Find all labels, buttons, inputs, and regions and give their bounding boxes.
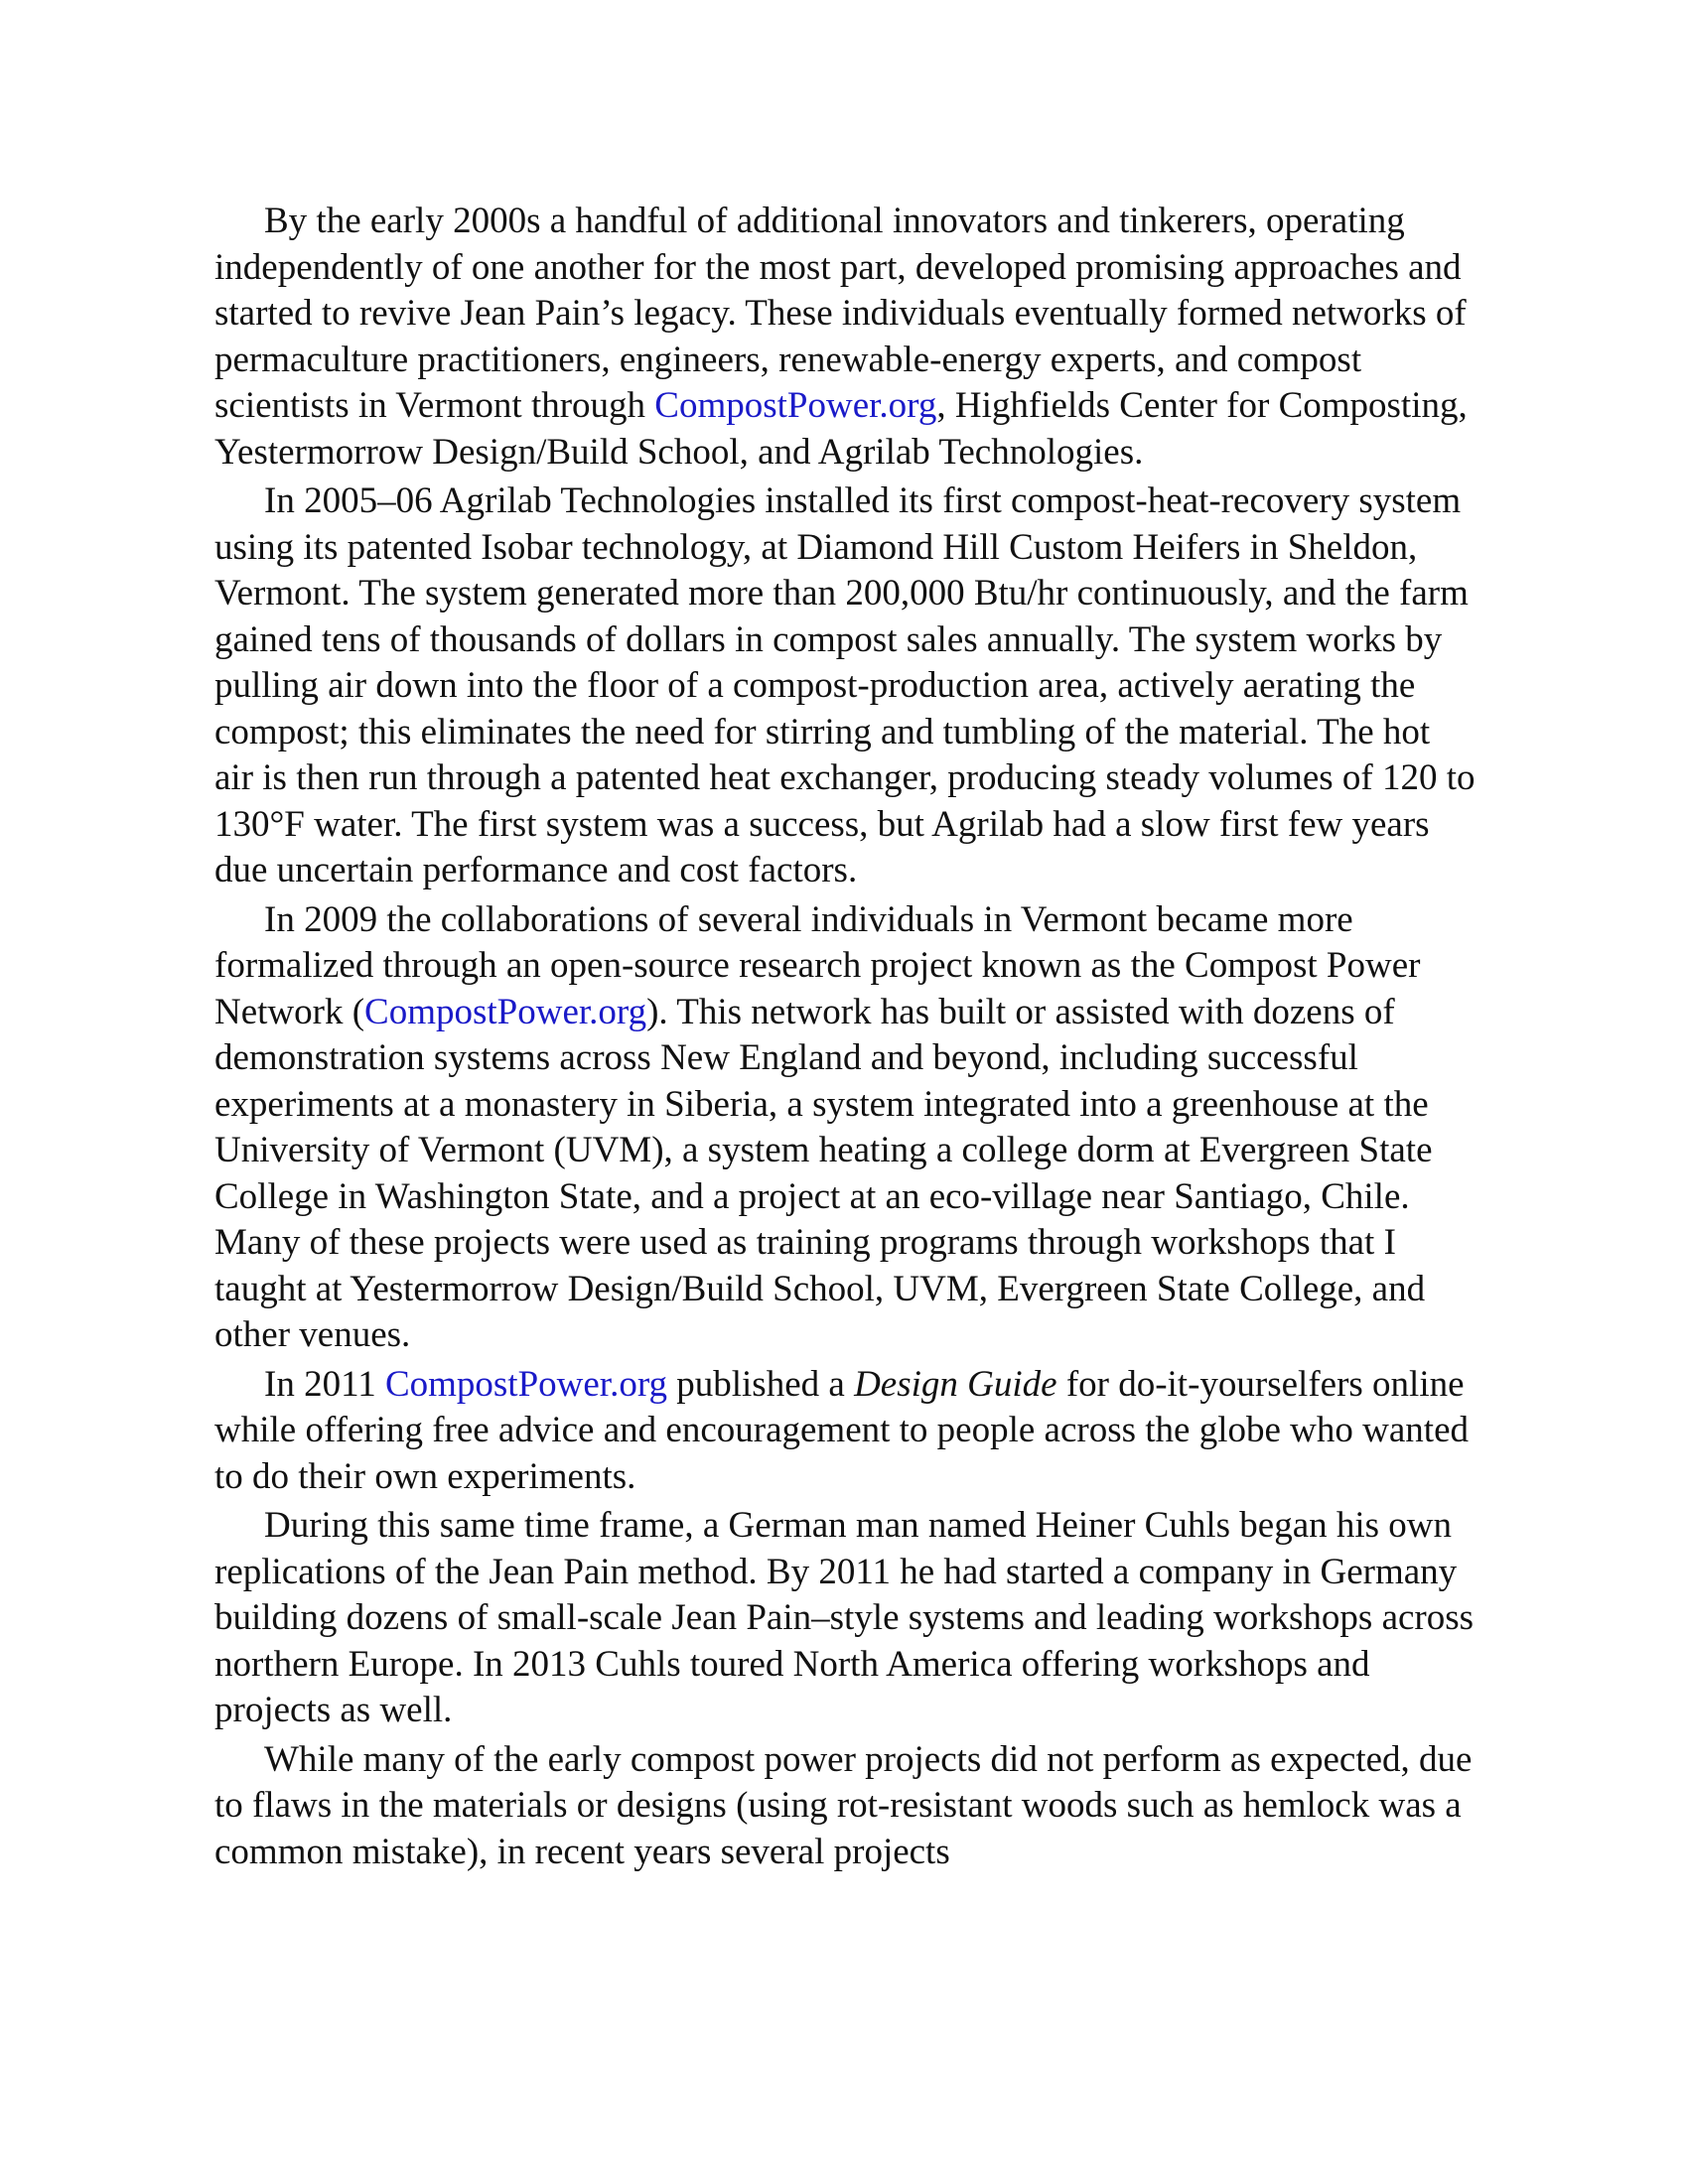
compostpower-link[interactable]: CompostPower.org — [384, 1363, 667, 1405]
compostpower-link[interactable]: CompostPower.org — [364, 991, 647, 1032]
paragraph-early-2000s — [214, 199, 1477, 476]
compostpower-link[interactable]: CompostPower.org — [654, 385, 937, 426]
paragraph-text: During this same time frame, a German man named Heiner Cuhls began his own replications of the Jean Pain method. By 2011 he had started a company in Germany building dozens of small-scale Jean Pain–style systems and leading workshops across northern Europe. In 2013 Cuhls toured North America offering workshops and projects as well. — [214, 1505, 1475, 1730]
design-guide-title: Design Guide — [854, 1363, 1057, 1405]
paragraph-text: While many of the early compost power projects did not perform as expected, due to flaws in the materials or designs (using rot-resistant woods such as hemlock was a common mistake), in recent years several projects — [214, 1738, 1473, 1872]
paragraph-early-projects — [214, 1737, 1477, 1876]
paragraph-text: for do-it-yourselfers online while offering free advice and encouragement to people across the globe who wanted to do their own experiments. — [214, 1363, 1469, 1497]
paragraph-2011-design-guide — [214, 1362, 1477, 1501]
paragraph-heiner-cuhls — [214, 1503, 1477, 1734]
paragraph-2009-network — [214, 897, 1477, 1359]
paragraph-text: published a — [667, 1363, 855, 1405]
paragraph-text: By the early 2000s a handful of additional innovators and tinkerers, operating independently of one another for the most part, developed promising approaches and started to revive Jean Pain’s legacy. These individuals eventually formed networks of permaculture practitioners, engineers, renewable-energy experts, and compost scientists in Vermont through — [214, 201, 1467, 426]
paragraph-text: In 2009 the collaborations of several individuals in Vermont became more formalized through an open-source research project known as the Compost Power Network ( — [214, 898, 1421, 1032]
paragraph-text: In 2011 — [264, 1363, 385, 1405]
body-text — [214, 199, 1477, 1878]
paragraph-text: In 2005–06 Agrilab Technologies installed its first compost-heat-recovery system using its patented Isobar technology, at Diamond Hill Custom Heifers in Sheldon, Vermont. The system generated more than 200,000 Btu/hr continuously, and the farm gained tens of thousands of dollars in compost sales annually. The system works by pulling air down into the floor of a compost-production area, actively aerating the compost; this eliminates the need for stirring and tumbling of the material. The hot air is then run through a patented heat exchanger, producing steady volumes of 120 to 130°F water. The first system was a success, but Agrilab had a slow first few years due uncertain performance and cost factors. — [214, 480, 1476, 890]
paragraph-text: , Highfields Center for Composting, Yestermorrow Design/Build School, and Agrilab Technologies. — [214, 385, 1468, 473]
paragraph-agrilab-2005 — [214, 478, 1477, 894]
paragraph-text: ). This network has built or assisted with dozens of demonstration systems across New England and beyond, including successful experiments at a monastery in Siberia, a system integrated into a greenhouse at the University of Vermont (UVM), a system heating a college dorm at Evergreen State College in Washington State, and a project at an eco-village near Santiago, Chile. Many of these projects were used as training programs through workshops that I taught at Yestermorrow Design/Build School, UVM, Evergreen State College, and other venues. — [214, 991, 1433, 1355]
